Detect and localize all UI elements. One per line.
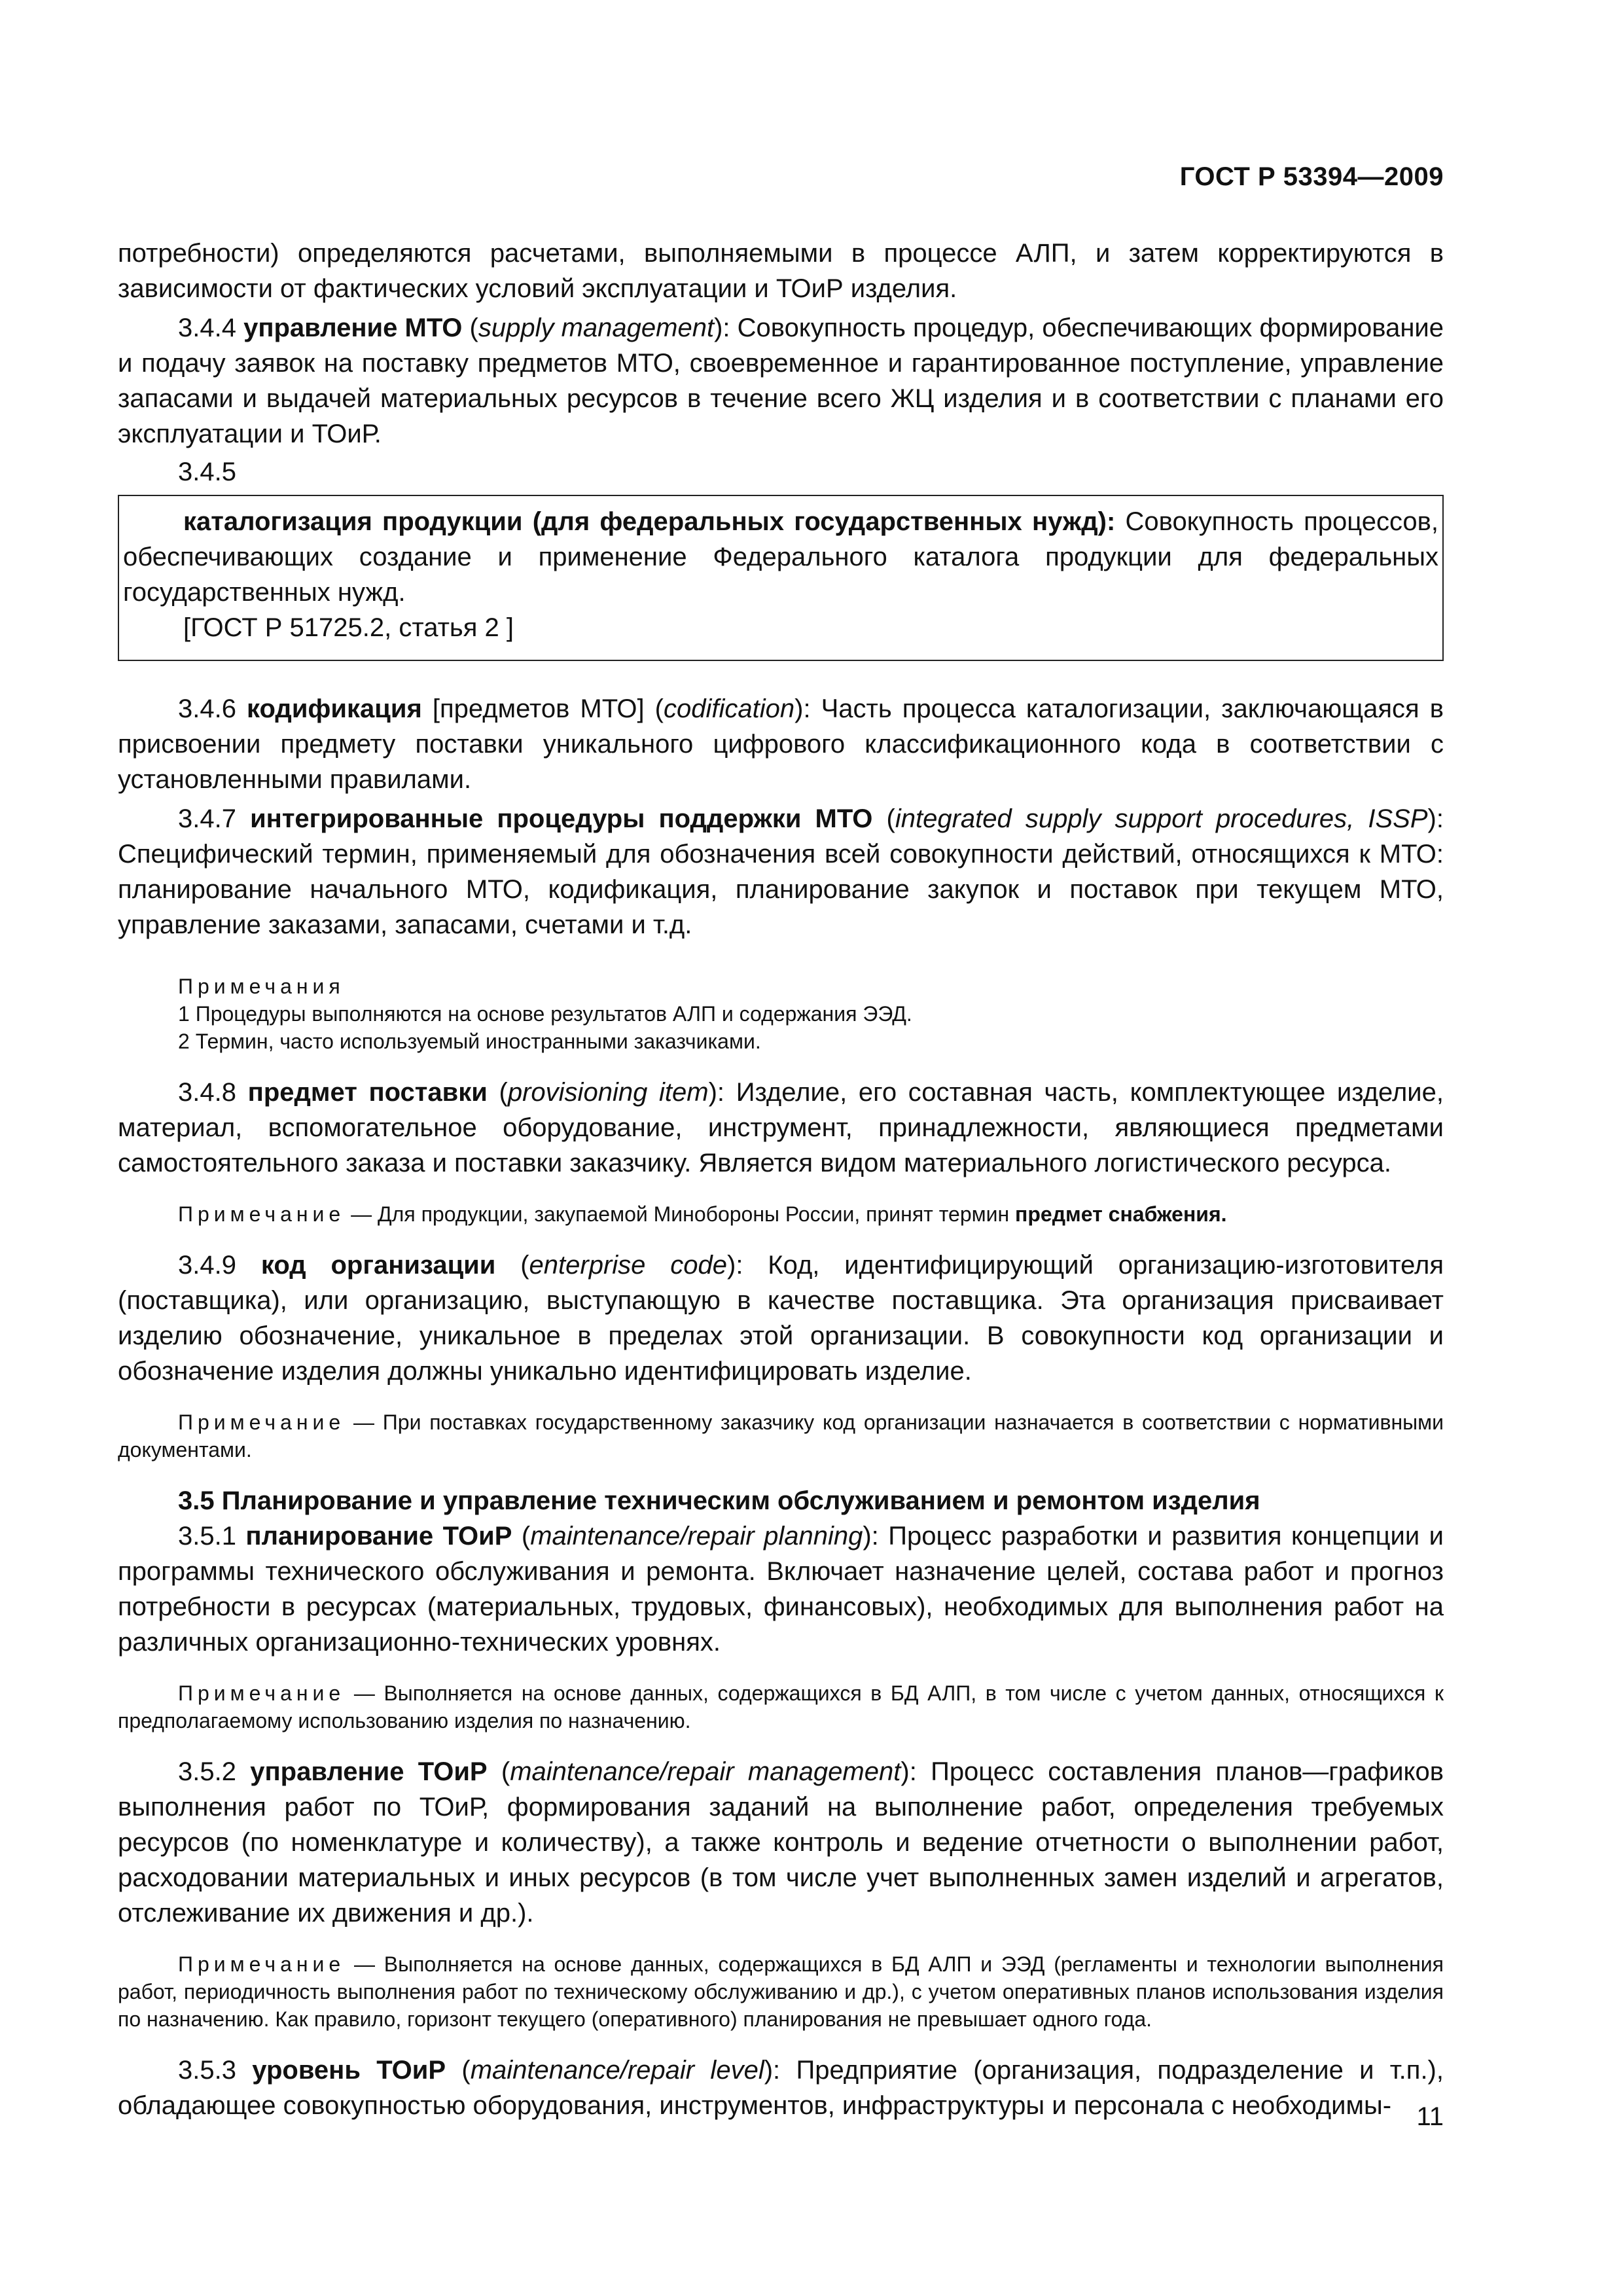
- note-item: 1 Процедуры выполняются на основе результатов АЛП и содержания ЭЭД.: [178, 1002, 912, 1026]
- term-english: enterprise code: [529, 1251, 727, 1280]
- term-3-5-2: 3.5.2 управление ТОиР (maintenance/repair management): Процесс составления планов—графиков выполнения работ по ТОиР, формирования заданий на выполнение работ, определения требуемых ресурсов (по номенклатуре и количеству), а также контроль и ведение отчетности о выполнении работ, расходовании материальных и иных ресурсов (в том числе учет выполненных замен изделий и агрегатов, отслеживание их движения и др.).: [118, 1757, 1444, 1928]
- term-3-4-8: 3.4.8 предмет поставки (provisioning item): Изделие, его составная часть, комплектующее изделие, материал, вспомогательное оборудование, инструмент, принадлежности, являющиеся предметами самостоятельного заказа и поставки заказчику. Является видом материального логистического ресурса.: [118, 1078, 1444, 1177]
- term-english: maintenance/repair management: [510, 1757, 901, 1786]
- term-qualifier: [предметов МТО]: [432, 694, 645, 723]
- term-3-4-5: [123, 504, 1438, 610]
- term-english: maintenance/repair planning: [530, 1522, 863, 1551]
- notes-title: Примечания: [178, 975, 345, 998]
- term-title: управление МТО: [243, 314, 463, 342]
- term-definition: : Предприятие (организация, подразделение и т.п.), обладающее совокупностью оборудования, инструментов, инфраструктуры и персонала с необходимы-: [118, 2056, 1444, 2120]
- page-header-doc-code: ГОСТ Р 53394—2009: [1179, 162, 1444, 191]
- term-number: 3.5.2: [178, 1757, 236, 1786]
- term-english: integrated supply support procedures, ISSP: [895, 804, 1428, 833]
- note-3-5-1: [118, 1679, 1444, 1734]
- term-title: код организации: [260, 1251, 496, 1280]
- term-title: предмет поставки: [247, 1078, 488, 1107]
- term-definition: : Специфический термин, применяемый для обозначения всей совокупности действий, относящихся к МТО: планирование начального МТО, кодификация, планирование закупок и поставок при текущем МТО, управление заказами, запасами, счетами и т.д.: [118, 804, 1444, 939]
- term-definition: : Совокупность процедур, обеспечивающих формирование и подачу заявок на поставку предметов МТО, своевременное и гарантированное поступление, управление запасами и выдачей материальных ресурсов в течение всего ЖЦ изделия и в соответствии с планами его эксплуатации и ТОиР.: [118, 314, 1444, 448]
- standard-definition-box: [118, 495, 1444, 661]
- term-number: 3.5.1: [178, 1522, 236, 1551]
- note-text: — Выполняется на основе данных, содержащихся в БД АЛП и ЭЭД (регламенты и технологии выполнения работ, периодичность выполнения работ по техническому обслуживанию и др.), с учетом оперативных планов использования изделия по назначению. Как правило, горизонт текущего (оперативного) планирования не превышает одного года.: [118, 1952, 1444, 2031]
- note-bold-term: предмет снабжения.: [1015, 1202, 1227, 1226]
- term-number: 3.4.8: [178, 1078, 236, 1107]
- term-3-5-1: 3.5.1 планирование ТОиР (maintenance/repair planning): Процесс разработки и развития концепции и программы технического обслуживания и ремонта. Включает назначение целей, состава работ и прогноз потребности в ресурсах (материальных, трудовых, финансовых), необходимых для выполнения работ на различных организационно-технических уровнях.: [118, 1522, 1444, 1657]
- note-text: — Для продукции, закупаемой Минобороны России, принят термин: [345, 1202, 1016, 1226]
- term-definition: : Часть процесса каталогизации, заключающаяся в присвоении предмету поставки уникального цифрового классификационного кода в соответствии с установленными правилами.: [118, 694, 1444, 794]
- term-title: планирование ТОиР: [245, 1522, 512, 1551]
- term-3-4-7: 3.4.7 интегрированные процедуры поддержки МТО (integrated supply support procedures, ISSP): Специфический термин, применяемый для обозначения всей совокупности действий, относящихся к МТО: планирование начального МТО, кодификация, планирование закупок и поставок при текущем МТО, управление заказами, запасами, счетами и т.д.: [118, 804, 1444, 939]
- term-title: каталогизация продукции (для федеральных государственных нужд):: [183, 507, 1116, 536]
- term-definition: Совокупность процессов, обеспечивающих создание и применение Федерального каталога продукции для федеральных государственных нужд.: [123, 507, 1439, 607]
- term-definition: : Код, идентифицирующий организацию-изготовителя (поставщика), или организацию, выступающую в качестве поставщика. Эта организация присваивает изделию обозначение, уникальное в пределах этой организации. В совокупности код организации и обозначение изделия должны уникально идентифицировать изделие.: [118, 1251, 1444, 1386]
- note-label: Примечание: [178, 1410, 346, 1434]
- term-definition: : Процесс разработки и развития концепции и программы технического обслуживания и ремонта. Включает назначение целей, состава работ и прогноз потребности в ресурсах (материальных, трудовых, финансовых), необходимых для выполнения работ на различных организационно-технических уровнях.: [118, 1522, 1444, 1657]
- term-number: 3.5.3: [178, 2056, 236, 2085]
- note-label: Примечание: [178, 1202, 346, 1226]
- note-item: 2 Термин, часто используемый иностранными заказчиками.: [178, 1030, 761, 1053]
- term-3-4-6: 3.4.6 кодификация [предметов МТО] (codification): Часть процесса каталогизации, заключающаяся в присвоении предмету поставки уникального цифрового классификационного кода в соответствии с установленными правилами.: [118, 694, 1444, 794]
- note-text: — Выполняется на основе данных, содержащихся в БД АЛП, в том числе с учетом данных, относящихся к предполагаемому использованию изделия по назначению.: [118, 1681, 1444, 1732]
- note-3-5-2: [118, 1950, 1444, 2033]
- term-title: кодификация: [247, 694, 422, 723]
- notes-block: [118, 973, 1444, 1055]
- term-title: уровень ТОиР: [252, 2056, 446, 2085]
- note-text: — При поставках государственному заказчику код организации назначается в соответствии с нормативными документами.: [118, 1410, 1444, 1462]
- term-definition: : Процесс составления планов—графиков выполнения работ по ТОиР, формирования заданий на выполнение работ, определения требуемых ресурсов (по номенклатуре и количеству), а также контроль и ведение отчетности о выполнении работ, расходовании материальных и иных ресурсов (в том числе учет выполненных замен изделий и агрегатов, отслеживание их движения и др.).: [118, 1757, 1444, 1928]
- term-number-3-4-5: 3.4.5: [178, 457, 236, 486]
- term-3-4-9: 3.4.9 код организации (enterprise code): Код, идентифицирующий организацию-изготовителя (поставщика), или организацию, выступающую в качестве поставщика. Эта организация присваивает изделию обозначение, уникальное в пределах этой организации. В совокупности код организации и обозначение изделия должны уникально идентифицировать изделие.: [118, 1251, 1444, 1386]
- note-label: Примечание: [178, 1681, 346, 1705]
- term-number: 3.4.6: [178, 694, 236, 723]
- term-title: интегрированные процедуры поддержки МТО: [250, 804, 873, 833]
- note-3-4-9: [118, 1408, 1444, 1463]
- term-number: 3.4.7: [178, 804, 236, 833]
- standard-reference: [ГОСТ Р 51725.2, статья 2 ]: [183, 613, 514, 642]
- term-title: управление ТОиР: [250, 1757, 488, 1786]
- page-content: [118, 236, 1444, 2123]
- paragraph-continuation: потребности) определяются расчетами, выполняемыми в процессе АЛП, и затем корректируются в зависимости от фактических условий эксплуатации и ТОиР изделия.: [118, 239, 1444, 303]
- term-english: provisioning item: [507, 1078, 709, 1107]
- note-label: Примечание: [178, 1952, 346, 1976]
- term-english: supply management: [478, 314, 715, 342]
- term-3-5-3: 3.5.3 уровень ТОиР (maintenance/repair level): Предприятие (организация, подразделение и т.п.), обладающее совокупностью оборудования, инструментов, инфраструктуры и персонала с необходимы-: [118, 2056, 1444, 2120]
- section-heading-3-5: 3.5 Планирование и управление техническим обслуживанием и ремонтом изделия: [178, 1486, 1260, 1515]
- term-english: maintenance/repair level: [470, 2056, 764, 2085]
- term-number: 3.4.9: [178, 1251, 236, 1280]
- term-number: 3.4.4: [178, 314, 236, 342]
- term-3-4-4: 3.4.4 управление МТО (supply management): Совокупность процедур, обеспечивающих формирование и подачу заявок на поставку предметов МТО, своевременное и гарантированное поступление, управление запасами и выдачей материальных ресурсов в течение всего ЖЦ изделия и в соответствии с планами его эксплуатации и ТОиР.: [118, 314, 1444, 448]
- term-english: codification: [664, 694, 795, 723]
- page-number: 11: [1416, 2102, 1444, 2131]
- note-3-4-8: [118, 1200, 1444, 1228]
- term-definition: : Изделие, его составная часть, комплектующее изделие, материал, вспомогательное оборудование, инструмент, принадлежности, являющиеся предметами самостоятельного заказа и поставки заказчику. Является видом материального логистического ресурса.: [118, 1078, 1444, 1177]
